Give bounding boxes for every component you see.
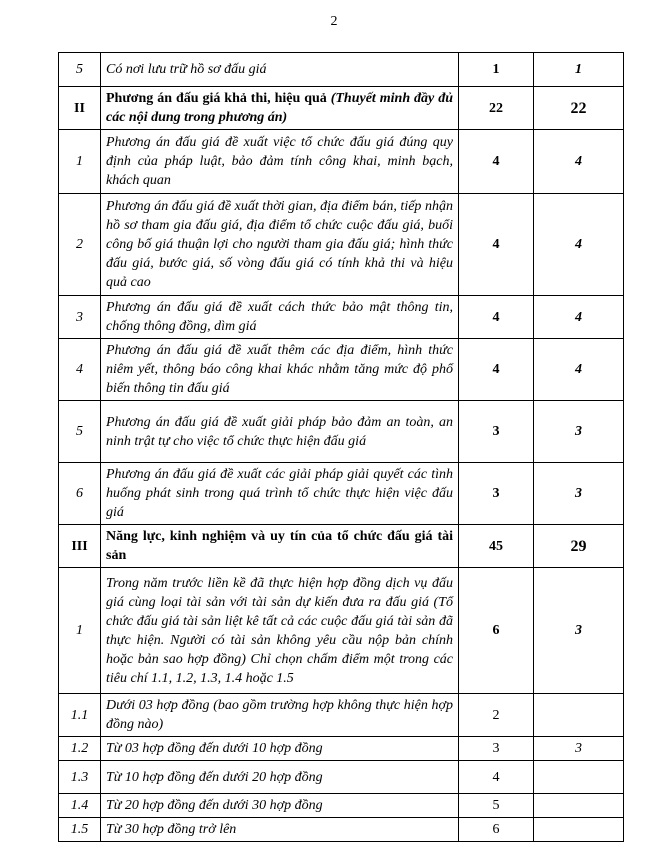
max-points: 4 <box>459 194 534 296</box>
criterion-description <box>101 339 459 401</box>
max-points: 45 <box>459 525 534 568</box>
row-number: II <box>59 87 101 130</box>
criterion-description <box>101 761 459 794</box>
max-points: 1 <box>459 53 534 87</box>
max-points: 6 <box>459 818 534 842</box>
criterion-description <box>101 694 459 737</box>
table-row <box>59 568 624 694</box>
max-points: 3 <box>459 737 534 761</box>
awarded-points <box>534 694 624 737</box>
max-points: 4 <box>459 130 534 194</box>
row-number: 1.1 <box>59 694 101 737</box>
row-number: 4 <box>59 339 101 401</box>
scoring-table-body <box>59 53 624 842</box>
table-row <box>59 130 624 194</box>
criterion-text: Phương án đấu giá đề xuất cách thức bảo mật thông tin, chống thông đồng, dìm giá <box>106 300 453 334</box>
table-row <box>59 761 624 794</box>
max-points: 4 <box>459 296 534 339</box>
awarded-points: 3 <box>534 568 624 694</box>
criterion-text: Phương án đấu giá đề xuất việc tổ chức đấu giá đúng quy định của pháp luật, bảo đảm tính công khai, minh bạch, khách quan <box>106 135 453 188</box>
awarded-points <box>534 818 624 842</box>
table-row <box>59 818 624 842</box>
awarded-points: 3 <box>534 463 624 525</box>
criterion-note: (Thuyết minh đầy đủ các nội dung trong phương án) <box>106 91 453 125</box>
criterion-description <box>101 194 459 296</box>
max-points: 2 <box>459 694 534 737</box>
criterion-description <box>101 794 459 818</box>
max-points: 5 <box>459 794 534 818</box>
criterion-description <box>101 130 459 194</box>
row-number: 3 <box>59 296 101 339</box>
section-row <box>59 525 624 568</box>
section-row <box>59 87 624 130</box>
max-points: 6 <box>459 568 534 694</box>
criterion-description <box>101 525 459 568</box>
row-number: 5 <box>59 401 101 463</box>
criterion-description <box>101 296 459 339</box>
criterion-description <box>101 53 459 87</box>
criterion-description <box>101 568 459 694</box>
criterion-description <box>101 87 459 130</box>
criterion-description <box>101 463 459 525</box>
max-points: 3 <box>459 401 534 463</box>
criterion-text: Phương án đấu giá đề xuất các giải pháp giải quyết các tình huống phát sinh trong quá trình tổ chức thực hiện việc đấu giá <box>106 467 453 520</box>
row-number: 1.5 <box>59 818 101 842</box>
row-number: 1.4 <box>59 794 101 818</box>
criterion-text: Từ 03 hợp đồng đến dưới 10 hợp đồng <box>106 741 323 756</box>
max-points: 4 <box>459 761 534 794</box>
table-row <box>59 296 624 339</box>
criterion-text: Phương án đấu giá khả thi, hiệu quả <box>106 91 331 106</box>
awarded-points: 4 <box>534 194 624 296</box>
row-number: 6 <box>59 463 101 525</box>
criterion-text: Có nơi lưu trữ hồ sơ đấu giá <box>106 62 267 77</box>
awarded-points: 3 <box>534 737 624 761</box>
awarded-points: 29 <box>534 525 624 568</box>
awarded-points <box>534 761 624 794</box>
row-number: 5 <box>59 53 101 87</box>
criterion-text: Dưới 03 hợp đồng (bao gồm trường hợp không thực hiện hợp đồng nào) <box>106 698 453 732</box>
criterion-text: Phương án đấu giá đề xuất giải pháp bảo đảm an toàn, an ninh trật tự cho việc tổ chức thực hiện đấu giá <box>106 414 453 449</box>
criterion-text: Phương án đấu giá đề xuất thời gian, địa điểm bán, tiếp nhận hồ sơ tham gia đấu giá, địa điểm tổ chức cuộc đấu giá, buổi công bố giá thuận lợi cho người tham gia đấu giá; hình thức đấu giá, bước giá, số vòng đấu giá có tính khả thi và hiệu quả cao <box>106 199 453 290</box>
scoring-table <box>58 52 624 842</box>
row-number: 1 <box>59 130 101 194</box>
criterion-text: Phương án đấu giá đề xuất thêm các địa điểm, hình thức niêm yết, thông báo công khai khác nhằm tăng mức độ phổ biến thông tin đấu giá <box>106 343 453 396</box>
table-row <box>59 401 624 463</box>
awarded-points: 22 <box>534 87 624 130</box>
awarded-points: 4 <box>534 296 624 339</box>
table-row <box>59 463 624 525</box>
criterion-text: Năng lực, kinh nghiệm và uy tín của tổ chức đấu giá tài sản <box>106 529 453 563</box>
criterion-description <box>101 737 459 761</box>
page-number: 2 <box>330 14 338 29</box>
criterion-text: Từ 30 hợp đồng trở lên <box>106 822 237 837</box>
awarded-points: 3 <box>534 401 624 463</box>
row-number: 2 <box>59 194 101 296</box>
row-number: III <box>59 525 101 568</box>
max-points: 4 <box>459 339 534 401</box>
criterion-text: Từ 20 hợp đồng đến dưới 30 hợp đồng <box>106 798 323 813</box>
awarded-points: 1 <box>534 53 624 87</box>
criterion-description <box>101 818 459 842</box>
criterion-text: Trong năm trước liền kề đã thực hiện hợp đồng dịch vụ đấu giá cùng loại tài sản với tài sản dự kiến đưa ra đấu giá (Tổ chức đấu giá tài sản liệt kê tất cả các cuộc đấu giá tài sản đã thực hiện. Người có tài sản không yêu cầu nộp bản chính hoặc bản sao hợp đồng) Chỉ chọn chấm điểm một trong các tiêu chí 1.1, 1.2, 1.3, 1.4 hoặc 1.5 <box>106 575 453 686</box>
table-row <box>59 53 624 87</box>
awarded-points <box>534 794 624 818</box>
row-number: 1.3 <box>59 761 101 794</box>
row-number: 1.2 <box>59 737 101 761</box>
table-row <box>59 339 624 401</box>
table-row <box>59 737 624 761</box>
table-row <box>59 194 624 296</box>
criterion-text: Từ 10 hợp đồng đến dưới 20 hợp đồng <box>106 769 323 785</box>
criterion-description <box>101 401 459 463</box>
table-row <box>59 694 624 737</box>
awarded-points: 4 <box>534 339 624 401</box>
max-points: 22 <box>459 87 534 130</box>
table-row <box>59 794 624 818</box>
awarded-points: 4 <box>534 130 624 194</box>
max-points: 3 <box>459 463 534 525</box>
row-number: 1 <box>59 568 101 694</box>
